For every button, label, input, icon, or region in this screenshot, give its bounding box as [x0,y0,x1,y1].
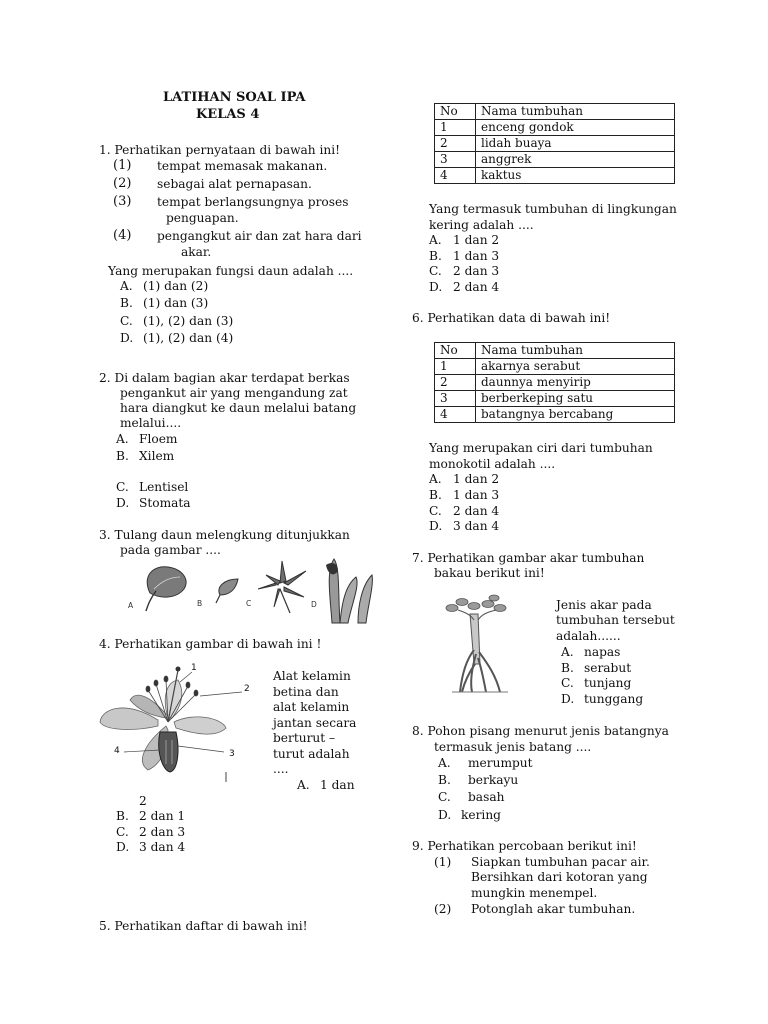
mangrove-trunk-icon [458,610,496,664]
statement-text: pengangkut air dan zat hara dari [157,229,362,243]
question-7-side-text: adalah...... [556,629,621,643]
table-cell: berberkeping satu [476,391,675,407]
leaf-c-icon [258,561,306,613]
question-9-stem: 9. Perhatikan percobaan berikut ini! [412,839,637,853]
question-2-line: hara diangkut ke daun melalui batang [120,401,357,415]
table-header-row [435,343,675,359]
option-text-cont: 2 [139,794,147,808]
option-text: merumput [468,756,533,770]
statement-text: tempat memasak makanan. [157,159,328,173]
step-text: Potonglah akar tumbuhan. [471,902,636,916]
table-header-cell: No [435,104,476,120]
question-7-line: 7. Perhatikan gambar akar tumbuhan [412,551,645,565]
option-text: Lentisel [139,480,189,494]
option-letter: A. [438,756,451,770]
table-header-cell: Nama tumbuhan [476,104,675,120]
option-text: 2 dan 1 [139,809,186,823]
leaf-shapes-figure [120,555,380,625]
question-8-line: 8. Pohon pisang menurut jenis batangnya [412,724,669,738]
option-text: napas [584,645,621,659]
option-letter: C. [116,825,129,839]
plant-list-table [434,103,675,184]
question-2-line: 2. Di dalam bagian akar terdapat berkas [99,371,350,385]
table-cell: 2 [435,375,476,391]
option-text: (1) dan (2) [143,279,209,293]
figure-label: 3 [229,749,235,759]
option-letter: B. [561,661,574,675]
option-letter: C. [561,676,574,690]
leaf-d-icon [326,559,372,623]
question-5-prompt: kering adalah .... [429,218,534,232]
table-header-cell: Nama tumbuhan [476,343,675,359]
option-text: 2 dan 3 [139,825,186,839]
mangrove-root-figure [444,594,524,698]
option-text: kering [461,808,501,822]
option-text: 1 dan 2 [453,472,500,486]
table-row [435,407,675,423]
question-4-side-text: betina dan [273,685,339,699]
statement-number: (4) [113,228,132,243]
question-6-stem: 6. Perhatikan data di bawah ini! [412,311,611,325]
option-letter: B. [116,449,129,463]
statement-text-cont: akar. [181,245,212,259]
table-cell: 3 [435,391,476,407]
question-2-line: pengankut air yang mengandung zat [120,386,348,400]
figure-label: B [197,599,203,608]
option-text: (1) dan (3) [143,296,209,310]
figure-label: 4 [114,746,120,756]
option-text: tunggang [584,692,644,706]
statement-number: (2) [113,176,132,191]
table-header-row [435,104,675,120]
table-header-cell: No [435,343,476,359]
question-4-stem: 4. Perhatikan gambar di bawah ini ! [99,637,322,651]
table-cell: 4 [435,168,476,184]
question-4-side-text: alat kelamin [273,700,350,714]
option-text: 1 dan 3 [453,249,500,263]
option-text: Stomata [139,496,191,510]
option-text: Floem [139,432,178,446]
statement-number: (3) [113,194,132,209]
option-letter: A. [429,233,442,247]
option-text: (1), (2) dan (4) [143,331,234,345]
table-cell: batangnya bercabang [476,407,675,423]
option-text: serabut [584,661,632,675]
option-text: berkayu [468,773,519,787]
figure-label: A [128,601,134,610]
option-letter: C. [438,790,451,804]
figure-label: 1 [191,663,197,673]
table-cell: 4 [435,407,476,423]
table-cell: 1 [435,359,476,375]
option-text: tunjang [584,676,632,690]
leaf-b-icon [216,579,238,603]
table-cell: akarnya serabut [476,359,675,375]
option-text: 1 dan [320,778,355,792]
mangrove-canopy-icon [446,595,506,612]
step-text: Bersihkan dari kotoran yang [471,870,648,884]
table-row [435,136,675,152]
question-5-stem: 5. Perhatikan daftar di bawah ini! [99,919,308,933]
figure-label: 2 [244,684,250,694]
figure-label: C [246,599,252,608]
statement-text-cont: penguapan. [166,211,239,225]
question-7-line: bakau berikut ini! [434,566,545,580]
table-row [435,359,675,375]
plant-traits-table [434,342,675,423]
option-text: basah [468,790,505,804]
table-cell: 2 [435,136,476,152]
table-row [435,152,675,168]
question-7-side-text: Jenis akar pada [556,598,652,612]
option-letter: A. [297,778,310,792]
option-text: (1), (2) dan (3) [143,314,234,328]
table-row [435,168,675,184]
table-row [435,391,675,407]
question-4-side-text: jantan secara [273,716,357,730]
question-1-prompt: Yang merupakan fungsi daun adalah .... [108,264,354,278]
ovary-icon [159,732,178,772]
option-letter: A. [561,645,574,659]
flower-figure [96,660,266,782]
statement-text: sebagai alat pernapasan. [157,177,312,191]
question-3-line: pada gambar .... [120,543,221,557]
option-letter: D. [438,808,452,822]
question-6-prompt: Yang merupakan ciri dari tumbuhan [429,441,653,455]
option-letter: D. [429,519,443,533]
option-letter: C. [429,264,442,278]
worksheet-grade: KELAS 4 [196,107,260,122]
step-text: mungkin menempel. [471,886,598,900]
option-letter: D. [120,331,134,345]
option-text: 2 dan 4 [453,504,500,518]
option-letter: B. [438,773,451,787]
option-letter: B. [429,249,442,263]
table-cell: anggrek [476,152,675,168]
option-text: Xilem [139,449,175,463]
figure-label: D [311,600,317,609]
option-text: 3 dan 4 [139,840,186,854]
option-letter: A. [116,432,129,446]
option-letter: C. [120,314,133,328]
question-3-line: 3. Tulang daun melengkung ditunjukkan [99,528,350,542]
option-text: 1 dan 2 [453,233,500,247]
option-letter: B. [120,296,133,310]
table-cell: 1 [435,120,476,136]
table-cell: lidah buaya [476,136,675,152]
option-letter: D. [116,496,130,510]
worksheet-title: LATIHAN SOAL IPA [163,90,306,105]
option-letter: D. [561,692,575,706]
statement-text: tempat berlangsungnya proses [157,195,349,209]
table-cell: enceng gondok [476,120,675,136]
option-letter: C. [116,480,129,494]
table-row [435,120,675,136]
question-7-side-text: tumbuhan tersebut [556,613,675,627]
question-4-side-text: Alat kelamin [273,669,351,683]
step-text: Siapkan tumbuhan pacar air. [471,855,650,869]
table-row [435,375,675,391]
option-text: 3 dan 4 [453,519,500,533]
option-letter: A. [429,472,442,486]
option-text: 2 dan 3 [453,264,500,278]
option-text: 2 dan 4 [453,280,500,294]
statement-number: (1) [113,158,132,173]
question-6-prompt: monokotil adalah .... [429,457,556,471]
question-4-side-text: turut adalah [273,747,350,761]
table-cell: daunnya menyirip [476,375,675,391]
option-letter: D. [116,840,130,854]
option-letter: B. [429,488,442,502]
question-4-side-text: berturut – [273,731,336,745]
table-cell: 3 [435,152,476,168]
step-number: (1) [434,855,452,869]
question-8-line: termasuk jenis batang .... [434,740,592,754]
question-4-side-text: .... [273,762,289,776]
question-5-prompt: Yang termasuk tumbuhan di lingkungan [429,202,677,216]
option-letter: A. [120,279,133,293]
option-letter: D. [429,280,443,294]
question-2-line: melalui.... [120,416,182,430]
option-letter: B. [116,809,129,823]
question-1-stem: 1. Perhatikan pernyataan di bawah ini! [99,143,341,157]
leaf-a-icon [146,567,186,611]
option-text: 1 dan 3 [453,488,500,502]
table-cell: kaktus [476,168,675,184]
option-letter: C. [429,504,442,518]
step-number: (2) [434,902,452,916]
